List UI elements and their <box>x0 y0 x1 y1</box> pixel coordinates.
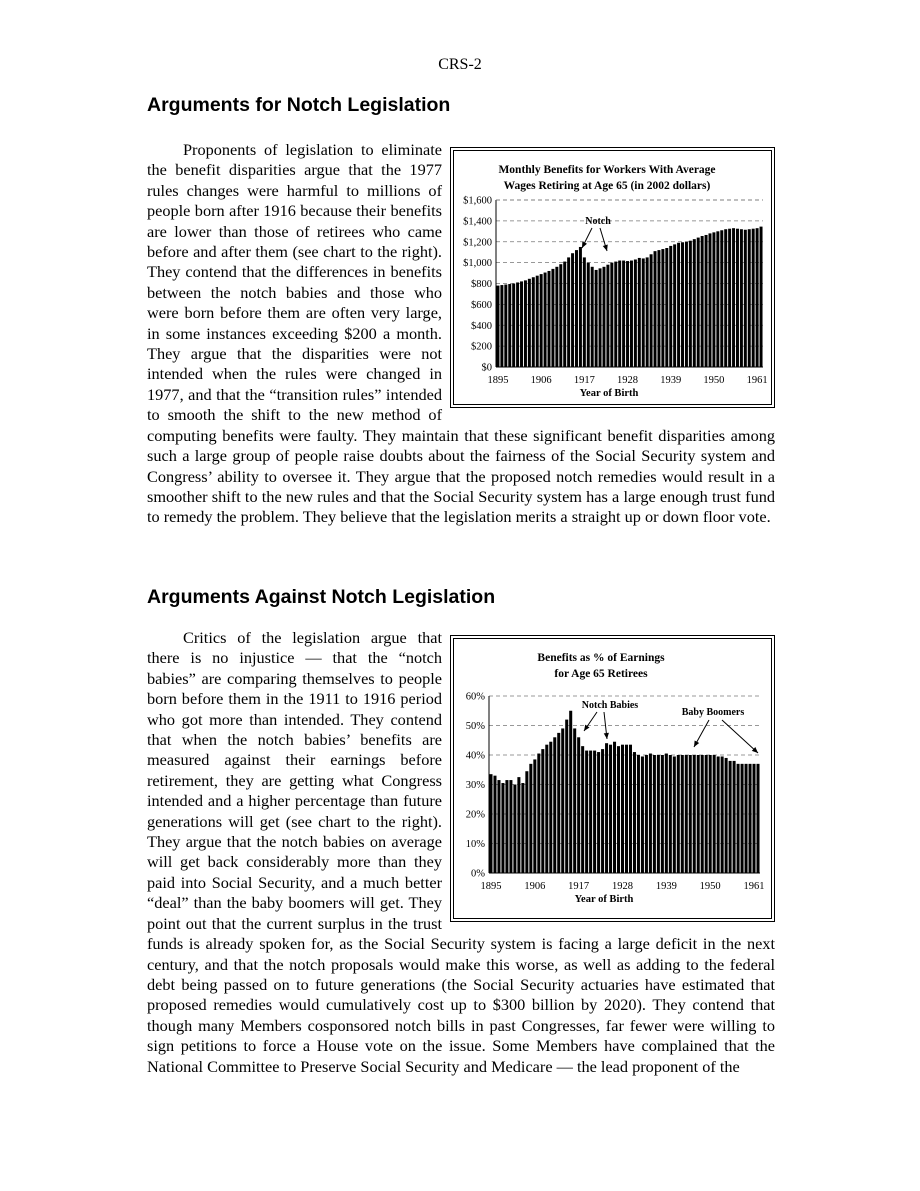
page-number: CRS-2 <box>438 56 482 73</box>
benefits-bar <box>579 247 582 367</box>
baby-boomers-annotation: Baby Boomers <box>681 707 745 718</box>
percent-y-tick-label: 10% <box>465 839 485 850</box>
benefits-x-tick-label: 1950 <box>703 375 725 386</box>
benefits-x-tick-label: 1961 <box>746 375 768 386</box>
percent-bar <box>637 755 640 873</box>
benefits-bar <box>606 265 609 367</box>
benefits-bar <box>496 286 499 367</box>
notch-babies-arrow-right-head <box>604 733 609 739</box>
percent-bar <box>677 755 680 873</box>
benefits-bar <box>650 254 653 367</box>
benefits-bar <box>528 279 531 367</box>
chart-benefits-percent <box>454 639 771 918</box>
chart-benefits-frame <box>450 147 775 408</box>
benefits-bar <box>563 262 566 367</box>
benefits-bar <box>654 251 657 367</box>
benefits-bar <box>724 229 727 367</box>
benefits-bar <box>630 261 633 367</box>
benefits-bar <box>575 250 578 367</box>
benefits-bar <box>661 249 664 367</box>
benefits-bar <box>752 229 755 367</box>
benefits-bar <box>587 263 590 367</box>
benefits-bar <box>657 250 660 367</box>
percent-bar <box>661 755 664 873</box>
percent-bar <box>553 737 556 873</box>
percent-y-tick-label: 40% <box>465 750 485 762</box>
benefits-bar <box>665 248 668 367</box>
benefits-bar <box>618 261 621 367</box>
benefits-x-tick-label: 1939 <box>660 375 682 386</box>
percent-bar <box>605 743 608 873</box>
benefits-bar <box>622 261 625 367</box>
benefits-bar <box>500 285 503 367</box>
benefits-bar <box>740 229 743 367</box>
benefits-bar <box>732 228 735 367</box>
percent-bar <box>725 758 728 873</box>
percent-bar <box>629 745 632 873</box>
benefits-x-tick-label: 1895 <box>487 375 509 386</box>
percent-bar <box>681 755 684 873</box>
percent-bar <box>621 745 624 873</box>
percent-bar <box>525 771 528 873</box>
benefits-bar <box>559 264 562 367</box>
percent-bar <box>505 780 508 873</box>
percent-title-line: for Age 65 Retirees <box>554 668 648 680</box>
benefits-bar <box>634 259 637 367</box>
benefits-bar <box>536 276 539 367</box>
benefits-bar <box>642 258 645 367</box>
section-for-paragraph <box>147 140 775 528</box>
benefits-bar <box>512 284 515 368</box>
benefits-bar <box>540 274 543 367</box>
percent-bar <box>549 742 552 873</box>
percent-bar <box>733 761 736 873</box>
benefits-x-tick-label: 1928 <box>617 375 639 386</box>
section-against-text: Critics of the legislation argue that there is no injustice — that the “notch babies” are comparing themselves to people born before them in the 1911 to 1916 period who got more than intended. They contend that when the notch babies’ benefits are measured against their earnings before retirement, they are getting what Congress intended and a higher percentage than future generations will get (see chart to the right). They argue that the notch babies on average will get back considerably more than they paid into Social Security, and a much better “deal” than the baby boomers will get. They point out that the current surplus in the trust funds is already spoken for, as the Social Security system is facing a large deficit in the next century, and that the notch proposals would make this worse, as well as adding to the federal debt being passed on to future generations (the Social Security actuaries have estimated that proposed remedies would cumulatively cost up to $300 billion by 2020). They contend that though many Members cosponsored notch bills in past Congresses, far fewer were willing to sign petitions to force a House vote on the issue. Some Members have complained that the National Committee to Preserve Social Security and Medicare — the lead proponent of the <box>147 628 775 1076</box>
percent-bar <box>641 756 644 873</box>
percent-bar <box>729 761 732 873</box>
benefits-bar <box>736 229 739 367</box>
percent-bar <box>577 737 580 873</box>
benefits-bar <box>689 241 692 367</box>
baby-boomers-arrow-right-line <box>722 720 758 753</box>
percent-bar <box>693 755 696 873</box>
percent-bar <box>657 755 660 873</box>
percent-bar <box>509 780 512 873</box>
benefits-x-tick-label: 1906 <box>530 375 552 386</box>
benefits-bar <box>669 246 672 367</box>
percent-bar <box>517 777 520 873</box>
percent-bar <box>565 720 568 873</box>
benefits-bar <box>760 227 763 367</box>
benefits-bar <box>677 243 680 367</box>
percent-bar <box>545 745 548 873</box>
percent-bar <box>709 755 712 873</box>
chart-monthly-benefits <box>454 151 771 404</box>
percent-y-tick-label: 60% <box>465 691 485 703</box>
benefits-y-tick-label: $400 <box>471 320 492 332</box>
percent-bar <box>613 742 616 873</box>
benefits-y-tick-label: $600 <box>471 299 492 311</box>
percent-bar <box>685 755 688 873</box>
benefits-bar <box>567 257 570 367</box>
benefits-bar <box>626 261 629 367</box>
benefits-bar <box>638 258 641 367</box>
percent-bar <box>701 755 704 873</box>
benefits-bar <box>705 235 708 367</box>
benefits-bar <box>524 280 527 367</box>
percent-bar <box>665 754 668 873</box>
percent-y-tick-label: 50% <box>465 721 485 732</box>
percent-bar <box>753 764 756 873</box>
percent-bar <box>537 754 540 873</box>
percent-bar <box>513 785 516 874</box>
percent-y-tick-label: 30% <box>465 780 485 791</box>
percent-y-tick-label: 0% <box>471 868 485 880</box>
benefits-y-tick-label: $800 <box>471 279 492 290</box>
percent-bar <box>756 764 759 873</box>
section-heading-for: Arguments for Notch Legislation <box>147 94 451 116</box>
benefits-y-tick-label: $1,000 <box>463 258 492 270</box>
percent-bar <box>493 776 496 873</box>
percent-bar <box>721 756 724 873</box>
percent-bar <box>745 764 748 873</box>
percent-bar <box>689 755 692 873</box>
percent-bar <box>697 755 700 873</box>
benefits-bar <box>744 230 747 367</box>
benefits-bar <box>697 238 700 367</box>
percent-bar <box>497 780 500 873</box>
percent-y-tick-label: 20% <box>465 809 485 821</box>
percent-bar <box>653 755 656 873</box>
percent-bar <box>557 733 560 873</box>
percent-bar <box>529 764 532 873</box>
benefits-bar <box>756 228 759 367</box>
benefits-bar <box>520 281 523 367</box>
percent-bar <box>705 755 708 873</box>
benefits-y-tick-label: $1,200 <box>463 237 492 249</box>
percent-bar <box>581 746 584 873</box>
percent-bar <box>625 745 628 873</box>
benefits-bar <box>693 239 696 367</box>
percent-bar <box>609 745 612 873</box>
benefits-bar <box>701 236 704 367</box>
benefits-bar <box>716 231 719 367</box>
benefits-y-tick-label: $1,400 <box>463 216 492 228</box>
percent-x-tick-label: 1895 <box>480 881 502 892</box>
section-for-text: Proponents of legislation to eliminate the benefit disparities argue that the 1977 rules changes were harmful to millions of people born after 1916 because their benefits are lower than those of retirees who came before and after them (see chart to the right). They contend that the differences in benefits between the notch babies and those who were born before them are often very large, in some instances exceeding $200 a month. They argue that the disparities were not intended when the rules were changed in 1977, and that the “transition rules” intended to smooth the shift to the new method of computing benefits were faulty. They maintain that these significant benefit disparities among such a large group of people raise doubts about the fairness of the Social Security system and Congress’ ability to oversee it. They argue that the proposed notch remedies would result in a smoother shift to the new rules and that the Social Security system has a large enough trust fund to remedy the problem. They believe that the legislation merits a straight up or down floor vote. <box>147 140 775 527</box>
percent-bar <box>501 783 504 873</box>
chart-percent-frame <box>450 635 775 922</box>
percent-bar <box>645 755 648 873</box>
benefits-bar <box>555 267 558 367</box>
benefits-x-tick-label: 1917 <box>573 375 595 386</box>
percent-bar <box>713 755 716 873</box>
percent-bar <box>669 755 672 873</box>
percent-bar <box>741 764 744 873</box>
benefits-y-tick-label: $0 <box>481 362 492 374</box>
percent-bar <box>749 764 752 873</box>
section-against-paragraph <box>147 628 775 1077</box>
percent-bar <box>601 749 604 873</box>
benefits-bar <box>685 242 688 367</box>
percent-bar <box>569 711 572 873</box>
benefits-y-tick-label: $1,600 <box>463 195 492 207</box>
percent-bar <box>585 751 588 873</box>
benefits-title-line: Monthly Benefits for Workers With Average <box>498 164 716 176</box>
benefits-bar <box>571 253 574 367</box>
benefits-bar <box>673 244 676 367</box>
benefits-x-axis-label: Year of Birth <box>579 388 639 399</box>
section-heading-against: Arguments Against Notch Legislation <box>147 586 496 608</box>
percent-bar <box>521 783 524 873</box>
notch-arrow-right-head <box>603 245 608 251</box>
benefits-y-tick-label: $200 <box>471 341 492 353</box>
percent-x-tick-label: 1961 <box>743 881 765 892</box>
benefits-bar <box>551 269 554 367</box>
percent-x-axis-label: Year of Birth <box>574 894 634 905</box>
benefits-bar <box>583 257 586 367</box>
benefits-bar <box>712 232 715 367</box>
percent-bar <box>561 728 564 873</box>
percent-bar <box>717 756 720 873</box>
benefits-bar <box>614 262 617 367</box>
benefits-bar <box>709 233 712 367</box>
percent-bar <box>649 754 652 873</box>
benefits-bar <box>532 277 535 367</box>
benefits-bar <box>681 242 684 367</box>
percent-bar <box>489 774 492 873</box>
benefits-bar <box>748 229 751 367</box>
percent-x-tick-label: 1939 <box>655 881 677 892</box>
percent-bar <box>573 728 576 873</box>
percent-bar <box>673 756 676 873</box>
benefits-bar <box>610 263 613 367</box>
benefits-bar <box>516 282 519 367</box>
benefits-bar <box>544 273 547 367</box>
benefits-bar <box>599 268 602 367</box>
percent-bar <box>737 764 740 873</box>
benefits-bar <box>508 284 511 367</box>
percent-bar <box>589 751 592 873</box>
percent-bar <box>633 752 636 873</box>
benefits-bar <box>548 271 551 367</box>
percent-x-tick-label: 1906 <box>524 881 546 892</box>
percent-bar <box>597 752 600 873</box>
percent-x-tick-label: 1928 <box>612 881 634 892</box>
notch-annotation: Notch <box>585 216 611 227</box>
benefits-bar <box>728 229 731 367</box>
benefits-bar <box>591 267 594 367</box>
benefits-bar <box>602 267 605 367</box>
benefits-bar <box>720 230 723 367</box>
benefits-title-line: Wages Retiring at Age 65 (in 2002 dollars) <box>503 180 711 192</box>
percent-bar <box>617 746 620 873</box>
percent-bar <box>541 749 544 873</box>
notch-babies-annotation: Notch Babies <box>581 700 639 711</box>
benefits-bar <box>646 257 649 367</box>
percent-x-tick-label: 1950 <box>699 881 721 892</box>
benefits-bar <box>504 285 507 367</box>
percent-x-tick-label: 1917 <box>568 881 590 892</box>
percent-bar <box>533 759 536 873</box>
benefits-bar <box>595 270 598 367</box>
percent-bar <box>593 751 596 873</box>
percent-title-line: Benefits as % of Earnings <box>537 652 665 664</box>
